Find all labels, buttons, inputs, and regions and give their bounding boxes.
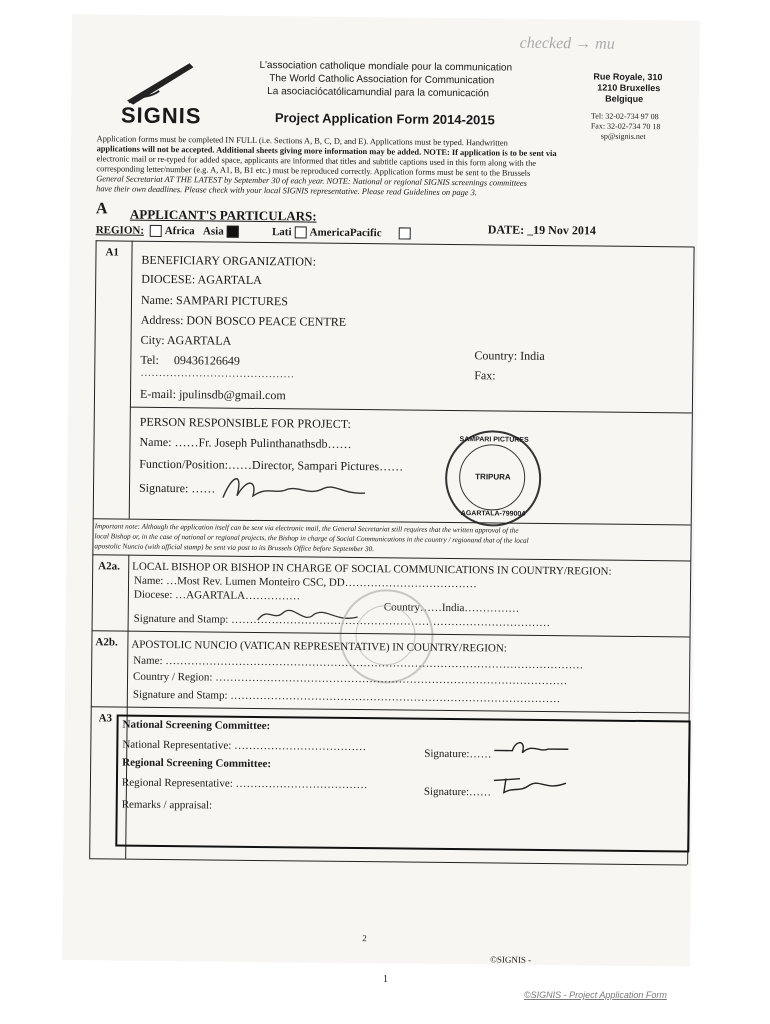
a2a-signature: Signature and Stamp: …………………………………………………………………………… xyxy=(133,612,551,630)
instructions-line6: have their own deadlines. Please check with your local SIGNIS representative. Please read Guidelines on page 3. xyxy=(96,184,477,198)
a1-dotted-line: …………………………………… xyxy=(140,366,295,381)
section-title: APPLICANT'S PARTICULARS: xyxy=(129,206,317,224)
africa-checkbox[interactable] xyxy=(150,225,162,237)
a1-code: A1 xyxy=(105,246,120,259)
region-row xyxy=(96,224,414,240)
asia-checkbox[interactable] xyxy=(227,226,239,238)
note-line1: Important note: Although the application itself can be sent via electronic mail, the General Secretariat still requires that the written approval of the xyxy=(94,522,519,535)
inner-page-number: 2 xyxy=(362,933,367,944)
a2b-bottom-line xyxy=(91,706,689,713)
contact-fax: Fax: 32-02-734 70 18 xyxy=(590,121,661,132)
org-name-en: The World Catholic Association for Communication xyxy=(269,73,495,87)
instructions-line5: General Secretariat AT THE LATEST by September 30 of each year. NOTE: National or regional SIGNIS screenings committees xyxy=(96,174,527,188)
a2a-column-divider xyxy=(128,555,130,631)
address-line2: 1210 Bruxelles xyxy=(597,82,661,94)
a2b-signature: Signature and Stamp: ……………………………………………………………………………… xyxy=(132,688,561,706)
form-title: Project Application Form 2014-2015 xyxy=(274,110,495,128)
a3-regional-heading: Regional Screening Committee: xyxy=(122,756,272,771)
person-function: Function/Position:……Director, Sampari Pictures…… xyxy=(139,456,404,474)
a1-fax: Fax: xyxy=(474,368,496,383)
date-row xyxy=(488,222,596,238)
a1-diocese: DIOCESE: AGARTALA xyxy=(141,271,262,288)
a2b-name: Name: …………………………………………………………………………………………………… xyxy=(133,654,584,672)
a2a-code: A2a. xyxy=(98,560,120,573)
a3-signature2-scribble xyxy=(490,772,570,797)
a2a-country: Country……India…………… xyxy=(383,601,520,615)
instructions-line1: Application forms must be completed IN FULL (i.e. Sections A, B, C, D, and E). Applications must be typed. Handwritten xyxy=(96,134,508,148)
a3-signature1: Signature:…… xyxy=(424,747,492,761)
contact-tel: Tel: 32-02-734 97 08 xyxy=(590,111,659,122)
a1-country: Country: India xyxy=(474,348,545,363)
instructions-line2: applications will not be accepted. Additional sheets giving more information may be added. NOTE: If application is to be sent via xyxy=(96,144,557,159)
stamp-top-text: SAMPARI PICTURES xyxy=(459,436,529,444)
org-name-es: La asociaciócatólicamundial para la comunicación xyxy=(267,86,490,100)
africa-label: Africa xyxy=(164,224,195,238)
instructions-line3: electronic mail or re-typed for added space, applicants are informed that titles and subtitle captions used in this form along with the xyxy=(96,154,537,168)
a2b-code: A2b. xyxy=(95,636,118,649)
a3-regional-rep: Regional Representative: ……………………………… xyxy=(121,776,368,792)
a1-tel-label: Tel: xyxy=(140,352,159,367)
stamp-mid-text: TRIPURA xyxy=(475,472,511,482)
a2a-diocese: Diocese: …AGARTALA…………… xyxy=(133,588,301,603)
stamp-bottom-text: AGARTALA-799004 xyxy=(460,510,526,518)
table-column-divider xyxy=(129,241,133,519)
table-bottom-line xyxy=(89,858,687,865)
pacific-checkbox[interactable] xyxy=(398,228,410,240)
a3-signature1-scribble xyxy=(492,736,572,761)
instructions-line4: corresponding letter/number (e.g. A, A1, B, B1 etc.) must be reproduced correctly. Application forms must be sent to the Brussels xyxy=(96,164,531,178)
note-line2: local Bishop or, in the case of national or regional projects, the Bishop in charge of Social Communications in the country / regionand that of the local xyxy=(94,532,529,545)
address-line3: Belgique xyxy=(605,93,644,104)
a1-bottom-line xyxy=(130,407,692,414)
table-top-line xyxy=(96,240,694,247)
inner-footer: ©SIGNIS - xyxy=(490,954,532,965)
region-label: REGION: xyxy=(95,224,145,237)
person-heading: PERSON RESPONSIBLE FOR PROJECT: xyxy=(139,414,351,431)
handwritten-note: checked → mu xyxy=(519,34,615,53)
footer-copyright: ©SIGNIS - Project Application Form xyxy=(524,990,667,1000)
scanned-page xyxy=(62,14,700,967)
signature-scribble xyxy=(213,468,373,510)
latin-label: Lati xyxy=(271,226,292,239)
a1-name: Name: SAMPARI PICTURES xyxy=(140,292,288,309)
note-line3: apostolic Nuncio (with official stamp) be sent via post to its Brussels Office before September 30. xyxy=(94,542,375,554)
america-pacific-label: AmericaPacific xyxy=(309,226,382,240)
a1-city: City: AGARTALA xyxy=(140,332,232,348)
a3-code: A3 xyxy=(98,712,113,725)
section-letter: A xyxy=(95,200,108,218)
a3-national-heading: National Screening Committee: xyxy=(122,718,271,733)
a1-address: Address: DON BOSCO PEACE CENTRE xyxy=(140,312,347,329)
date-label: DATE: xyxy=(487,222,525,237)
a1-heading: BENEFICIARY ORGANIZATION: xyxy=(141,252,317,269)
signis-logo xyxy=(119,55,210,129)
sampari-stamp xyxy=(445,430,542,527)
a2a-name: Name: …Most Rev. Lumen Monteiro CSC, DD……………………………… xyxy=(134,574,477,591)
asia-label: Asia xyxy=(202,225,224,238)
a2b-heading: APOSTOLIC NUNCIO (VATICAN REPRESENTATIVE) IN COUNTRY/REGION: xyxy=(131,638,507,655)
a2b-column-divider xyxy=(127,631,129,707)
address-line1: Rue Royale, 310 xyxy=(593,71,663,83)
latin-checkbox[interactable] xyxy=(294,227,306,239)
a3-national-rep: National Representative: ……………………………… xyxy=(122,738,367,754)
person-signature-label: Signature: …… xyxy=(138,480,216,496)
logo-text: SIGNIS xyxy=(120,102,202,129)
page-number: 1 xyxy=(383,974,388,985)
date-value: _19 Nov 2014 xyxy=(527,222,596,238)
a2a-heading: LOCAL BISHOP OR BISHOP IN CHARGE OF SOCIAL COMMUNICATIONS IN COUNTRY/REGION: xyxy=(132,560,612,578)
a1-email: E-mail: jpulinsdb@gmail.com xyxy=(139,386,286,403)
a1-tel-value: 09436126649 xyxy=(173,353,240,368)
contact-email: sp@signis.net xyxy=(600,131,646,142)
a3-remarks: Remarks / appraisal: xyxy=(121,798,213,812)
a2b-country: Country / Region: …………………………………………………………………………………… xyxy=(133,670,568,688)
person-name: Name: ……Fr. Joseph Pulinthanathsdb…… xyxy=(139,434,352,451)
org-name-fr: L'association catholique mondiale pour la communication xyxy=(259,59,513,74)
a3-signature2: Signature:…… xyxy=(423,785,492,799)
